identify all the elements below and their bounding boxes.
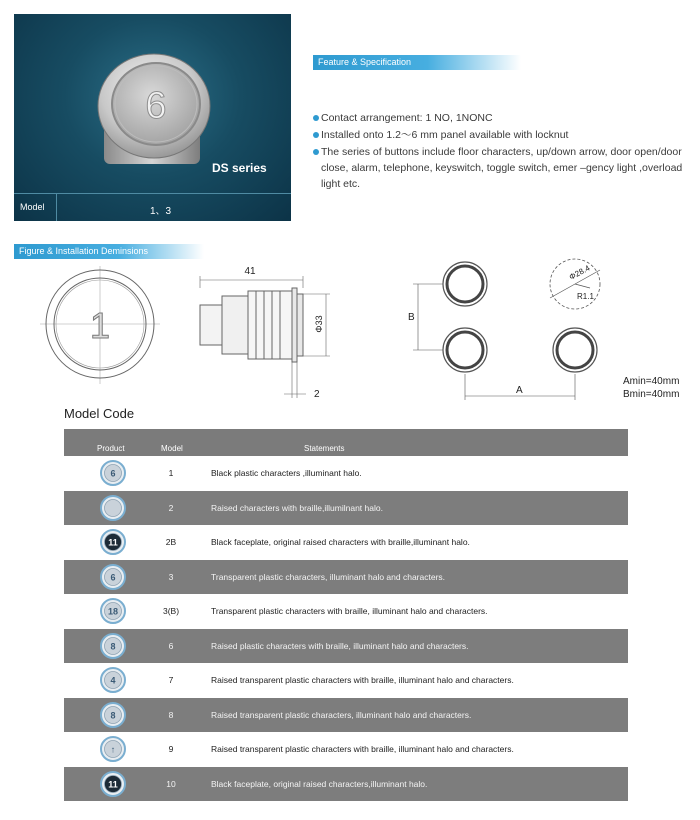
row-statement: Raised plastic characters with braille, illuminant halo and characters. — [211, 640, 469, 651]
hero-model-label: Model — [20, 202, 45, 212]
series-label: DS series — [212, 161, 267, 175]
row-model: 1 — [168, 468, 174, 478]
product-button-icon — [100, 564, 126, 590]
product-button-icon — [100, 460, 126, 486]
product-button-icon — [100, 736, 126, 762]
feature-section-bar: Feature & Specification — [313, 55, 521, 70]
row-statement: Transparent plastic characters, illuminant halo and characters. — [211, 571, 446, 582]
feature-item: Installed onto 1.2～6 mm panel available with locknut — [313, 127, 683, 143]
table-row — [64, 732, 628, 767]
row-statement: Raised characters with braille,illumilnant halo. — [211, 502, 383, 513]
header-statements: Statements — [304, 444, 345, 453]
table-row — [64, 560, 628, 595]
product-icon-label: 6 — [110, 468, 116, 479]
table-row — [64, 525, 628, 560]
model-code-title: Model Code — [64, 406, 135, 421]
dim-b: B — [408, 312, 415, 323]
dim-hole: Φ28.4 — [567, 263, 592, 282]
feature-list — [313, 110, 683, 193]
dim-width: 41 — [244, 266, 256, 277]
feature-item: Contact arrangement: 1 NO, 1NONC — [313, 110, 683, 126]
amin-note: Amin=40mm — [623, 376, 680, 387]
row-model: 2B — [165, 537, 177, 547]
row-statement: Raised transparent plastic characters, illuminant halo and characters. — [211, 709, 472, 720]
header-product: Product — [97, 444, 125, 453]
row-statement: Raised transparent plastic characters with braille, illuminant halo and characters. — [211, 744, 514, 754]
row-statement: Black plastic characters ,illuminant halo. — [211, 468, 362, 478]
table-row — [64, 767, 628, 802]
row-model: 8 — [168, 709, 174, 720]
product-icon-label: ↑ — [110, 744, 116, 755]
feature-item: The series of buttons include floor characters, up/down arrow, door open/door close, alarm, telephone, keyswitch, toggle switch, emer –gency light ,overload light etc. — [313, 144, 683, 192]
figure-section-bar: Figure & Installation Deminsions — [14, 244, 204, 259]
dim-diameter: Φ33 — [314, 315, 324, 333]
row-model: 7 — [168, 675, 174, 685]
product-button-icon — [100, 529, 126, 555]
table-row — [64, 629, 628, 664]
row-statement: Black faceplate, original raised characters,illuminant halo. — [211, 778, 428, 789]
product-icon-label: 6 — [110, 572, 116, 582]
row-statement: Raised transparent plastic characters with braille, illuminant halo and characters. — [211, 675, 514, 685]
product-icon-label: 8 — [110, 641, 116, 651]
row-model: 9 — [168, 744, 174, 754]
table-row — [64, 663, 628, 698]
product-button-icon — [100, 495, 126, 521]
dim-thickness: 2 — [314, 389, 320, 400]
product-icon-label: 4 — [110, 675, 116, 686]
divider — [56, 194, 57, 221]
front-digit: 1 — [89, 305, 111, 346]
row-statement: Transparent plastic characters with braille, illuminant halo and characters. — [211, 606, 488, 616]
row-model: 3 — [168, 571, 174, 582]
row-model: 2 — [168, 502, 174, 513]
product-icon-label: 11 — [108, 779, 118, 789]
row-model: 6 — [168, 640, 174, 651]
row-model: 3(B) — [162, 606, 180, 616]
model-code-table — [64, 429, 628, 801]
dim-radius: R1.1 — [577, 292, 594, 301]
dim-a: A — [516, 385, 523, 396]
row-statement: Black faceplate, original raised characters with braille,illuminant halo. — [211, 537, 470, 547]
product-button-icon — [100, 667, 126, 693]
side-view — [200, 276, 330, 398]
header-model: Model — [161, 444, 183, 453]
hero-model-value: 1、3 — [150, 206, 172, 217]
product-button-icon — [100, 598, 126, 624]
row-model: 10 — [166, 778, 176, 789]
product-icon-label: 18 — [107, 606, 119, 617]
table-row — [64, 491, 628, 526]
table-header — [64, 429, 628, 456]
product-button-icon — [100, 771, 126, 797]
product-icon-label: 8 — [110, 710, 116, 720]
table-row — [64, 456, 628, 491]
product-button-icon — [100, 633, 126, 659]
front-view — [40, 266, 160, 384]
product-button-icon — [100, 702, 126, 728]
table-row — [64, 698, 628, 733]
table-row — [64, 594, 628, 629]
button-digit: 6 — [145, 85, 167, 127]
product-icon-label: 11 — [108, 537, 118, 548]
installation-drawing — [0, 258, 700, 406]
bmin-note: Bmin=40mm — [623, 389, 680, 400]
